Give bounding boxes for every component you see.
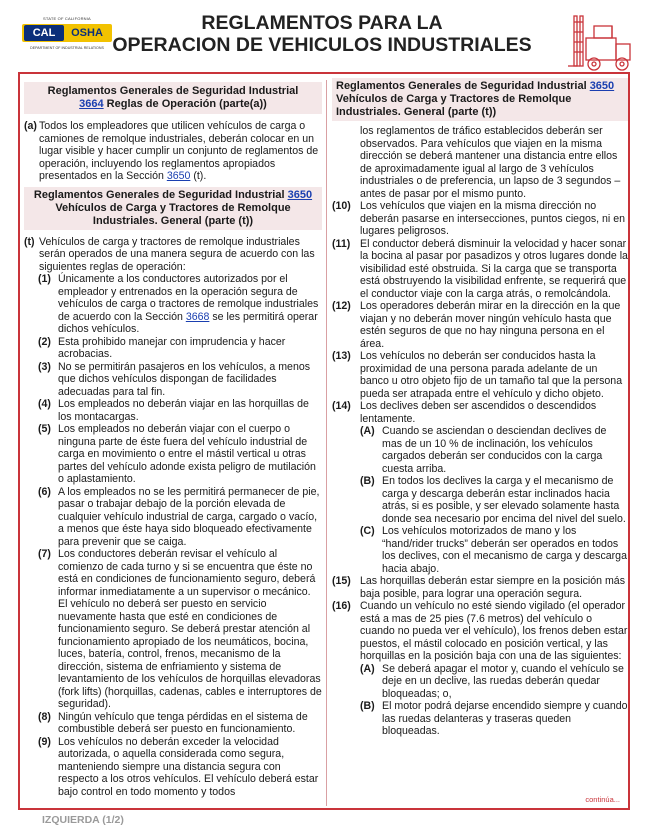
- rule-text: Esta prohibido manejar con imprudencia y hacer acrobacias.: [58, 335, 286, 360]
- content-frame: [18, 72, 630, 810]
- subitem-text: En todos los declives la carga y el mecanismo de carga y descarga deberán estar inclinados hacia atrás, si es posible, y ser elevado solamente hasta donde sea necesario por encima del nivel del suelo.: [382, 475, 626, 525]
- title-line-2: OPERACION DE VEHICULOS INDUSTRIALES: [112, 34, 532, 56]
- rule-text: Cuando un vehículo no esté siendo vigilado (el operador está a mas de 25 pies (7.6 metros) del vehículo o cuando no pueda ver el vehículo), los frenos deben estar puestos, el mástil colocado en posición vertical, y las horquillas en la posición baja con una de las siguientes:: [360, 600, 628, 662]
- right-item-list: [332, 200, 628, 738]
- rule-text: Los empleados no deberán viajar en las horquillas de los montacargas.: [58, 398, 309, 423]
- section-heading-3664: [24, 82, 322, 114]
- marker-a: (a): [24, 120, 37, 132]
- rule-item: [332, 575, 628, 600]
- rule-text: El conductor deberá disminuir la velocidad y hacer sonar la bocina al pasar por pasadizos y otros lugares donde la visibilidad esté obstruida. Si la carga que se transporta está obstruyendo la visibilidad enfrente, se requerirá que el conductor viaje con la carga atrás, o remolcándola.: [360, 237, 628, 300]
- rule-text: Las horquillas deberán estar siempre en la posición más baja posible, para lograr una operación segura.: [360, 575, 625, 600]
- rule-marker: (8): [38, 710, 51, 723]
- heading-3650-left-pre: Reglamentos Generales de Seguridad Industrial: [33, 188, 288, 201]
- subitem-text: Los vehículos motorizados de mano y los “hand/rider trucks” deberán ser operados en todos los declives, con el mecanismo de carga y descarga hacia abajo.: [382, 525, 627, 575]
- paragraph-a-end: (t).: [190, 170, 207, 182]
- subitem-marker: (B): [360, 475, 375, 487]
- link-3650-heading-left[interactable]: 3650: [287, 188, 313, 201]
- rule-marker: (11): [332, 237, 351, 250]
- rule-item: [38, 423, 322, 486]
- rule-text-end: se les permitirá operar dichos vehículos.: [58, 310, 318, 335]
- subitem-text: El motor podrá dejarse encendido siempre y cuando las ruedas delanteras y traseras queden bloqueadas.: [382, 700, 628, 737]
- subitem-text: Se deberá apagar el motor y, cuando el vehículo se deje en un declive, las ruedas deberán quedar bloqueadas; o,: [382, 662, 624, 700]
- rule-text: Los vehículos que viajen en la misma dirección no deberán pasarse en intersecciones, puntos ciegos, ni en lugares peligrosos.: [360, 200, 626, 237]
- link-3664[interactable]: 3664: [79, 98, 104, 110]
- calosha-logo: [16, 16, 112, 62]
- title-line-1: REGLAMENTOS PARA LA: [201, 12, 443, 34]
- rule-text: Únicamente a los conductores autorizados por el empleador y entrenados en la operación segura de vehículos de carga o tractores de remolque industriales de acuerdo con la Sección: [58, 273, 319, 323]
- page-footer: IZQUIERDA (1/2): [42, 814, 124, 826]
- rule-marker: (1): [38, 273, 51, 285]
- rule-subitem: [332, 700, 628, 738]
- rule-item: [332, 200, 628, 238]
- subitem-marker: (B): [360, 700, 375, 712]
- heading-3650-right-rest: Vehículos de Carga y Tractores de Remolque Industriales. General (parte (t)): [336, 93, 572, 118]
- rule-item: [38, 273, 322, 336]
- subitem-marker: (A): [360, 425, 375, 437]
- left-column: [24, 74, 322, 798]
- page-title: [112, 12, 532, 56]
- rule-subitem: [332, 525, 628, 575]
- continued-note: continúa...: [585, 795, 620, 804]
- heading-3650-left-rest: Vehículos de Carga y Tractores de Remolque Industriales. General (parte (t)): [55, 201, 291, 227]
- rule-subitem: [332, 425, 628, 475]
- forklift-icon: [566, 12, 638, 74]
- rule-marker: (7): [38, 548, 51, 560]
- logo-top-text: STATE OF CALIFORNIA: [43, 16, 91, 21]
- rule-marker: (3): [38, 360, 51, 373]
- paragraph-t: [24, 236, 322, 274]
- subitem-marker: (A): [360, 662, 375, 675]
- rule-text: Los vehículos no deberán exceder la velocidad autorizada, o aquella considerada como segura, manteniendo siempre una distancia segura con respecto a los otros vehículos. El vehículo deberá estar bajo control en todo momento y todos: [58, 735, 319, 798]
- rule-link[interactable]: 3668: [185, 310, 210, 323]
- section-heading-3650-left: [24, 187, 322, 230]
- heading-3664-line1: Reglamentos Generales de Seguridad Industrial: [47, 85, 299, 97]
- rule-item: [332, 300, 628, 350]
- section-heading-3650-right: [332, 78, 628, 121]
- rule-item: [38, 361, 322, 399]
- continued-paragraph: los reglamentos de tráfico establecidos deberán ser observados. Para vehículos que viajen en la misma dirección se deberá mantener una distancia entre ellos de aproximadamente igual al largo de 3 vehículos industriales o de preferencia, un lapso de 3 segundos – antes de pasar por el mismo punto.: [360, 125, 621, 200]
- rule-item: [38, 711, 322, 736]
- rule-item: [332, 350, 628, 400]
- rule-text: A los empleados no se les permitirá permanecer de pie, pasar o trabajar debajo de la porción elevada de cualquier vehículo industrial de carga, cargado o vacío, a menos que éste haya sido bloqueado efectivamente para prevenir que se caiga.: [58, 485, 320, 548]
- link-3650-heading-right[interactable]: 3650: [589, 80, 615, 92]
- heading-3664-rest: Reglas de Operación (parte(a)): [103, 98, 267, 110]
- rule-text: Ningún vehículo que tenga pérdidas en el sistema de combustible deberá ser puesto en funcionamiento.: [58, 710, 308, 735]
- rule-marker: (4): [38, 398, 51, 410]
- rule-item: [38, 548, 322, 711]
- rule-item: [332, 400, 628, 425]
- rule-text: Los operadores deberán mirar en la dirección en la que viajan y no deberán mover ningún vehículo hasta que estén seguros de que no hay ninguna persona en el área.: [360, 300, 621, 350]
- rule-text: Los vehículos no deberán ser conducidos hasta la proximidad de una persona parada adelante de un banco u otro objeto fijo de un tamaño tal que la persona pueda ser atrapada entre el vehículo y dicho objeto.: [360, 350, 623, 400]
- logo-cal: CAL: [24, 25, 64, 41]
- link-3650-a[interactable]: 3650: [166, 170, 191, 182]
- marker-t: (t): [24, 235, 35, 248]
- paragraph-t-text: Vehículos de carga y tractores de remolque industriales serán operados de una manera segura de acuerdo con las siguientes reglas de operación:: [39, 235, 315, 273]
- rule-marker: (12): [332, 300, 351, 312]
- rule-item: [38, 486, 322, 549]
- right-column: [332, 74, 628, 738]
- rule-text: Los empleados no deberán viajar con el cuerpo o ninguna parte de éste fuera del vehículo industrial de carga en movimiento o entre el mástil vertical u otras partes del vehículo adonde exista peligro de mutilación o aplastamiento.: [58, 423, 316, 485]
- rule-marker: (14): [332, 400, 351, 412]
- rule-text: No se permitirán pasajeros en los vehículos, a menos que dichos vehículos dispongan de facilidades adecuadas para tal fin.: [58, 360, 311, 398]
- page-header: [0, 0, 648, 72]
- rule-marker: (9): [38, 735, 51, 748]
- logo-osha: OSHA: [71, 27, 103, 39]
- logo-bottom-text: DEPARTMENT OF INDUSTRIAL RELATIONS: [30, 46, 104, 50]
- rule-marker: (2): [38, 335, 51, 348]
- rule-marker: (10): [332, 200, 351, 212]
- column-divider: [326, 80, 327, 806]
- heading-3650-right-pre: Reglamentos Generales de Seguridad Industrial: [336, 80, 590, 92]
- subitem-text: Cuando se asciendan o desciendan declives de mas de un 10 % de inclinación, los vehículos cargados deberán ser conducidos con la carga cuesta arriba.: [382, 425, 607, 475]
- paragraph-a-text: Todos los empleadores que utilicen vehículos de carga o camiones de remolque industriales, deberán colocar en un lugar visible y hacer cumplir un conjunto de reglamentos de operación, incluyendo los reglamentos apropiados presentados en la Sección: [39, 120, 319, 182]
- rule-text: Los declives deben ser ascendidos o descendidos lentamente.: [360, 400, 597, 425]
- rule-item: [332, 238, 628, 301]
- rule-subitem: [332, 475, 628, 525]
- rule-item: [332, 600, 628, 663]
- rule-item: [38, 336, 322, 361]
- rule-item: [38, 736, 322, 799]
- rule-marker: (15): [332, 575, 351, 587]
- rule-marker: (13): [332, 350, 351, 362]
- rule-subitem: [332, 663, 628, 701]
- rule-item: [38, 398, 322, 423]
- rule-marker: (16): [332, 600, 351, 612]
- subitem-marker: (C): [360, 525, 375, 537]
- paragraph-a: [24, 120, 322, 183]
- rule-text: Los conductores deberán revisar el vehículo al comienzo de cada turno y si se encuentra que éste no está en condiciones de funcionamiento seguro, deberá informar inmediatamente a un supervisor o mecánico. El vehículo no deberá ser puesto en servicio nuevamente hasta que esté en condiciones de funcionamiento seguro. Se deberá prestar atención al funcionamiento apropiado de los neumáticos, bocina, luces, batería, control, frenos, mecanismo de la dirección, sistema de enfriamiento y sistema de levantamiento de los vehículos de horquillas elevadoras (fork lifts) (horquillas, cadenas, cables e interruptores de seguridad).: [58, 548, 322, 710]
- left-item-list: [24, 273, 322, 798]
- rule-marker: (5): [38, 423, 51, 435]
- rule-marker: (6): [38, 485, 51, 498]
